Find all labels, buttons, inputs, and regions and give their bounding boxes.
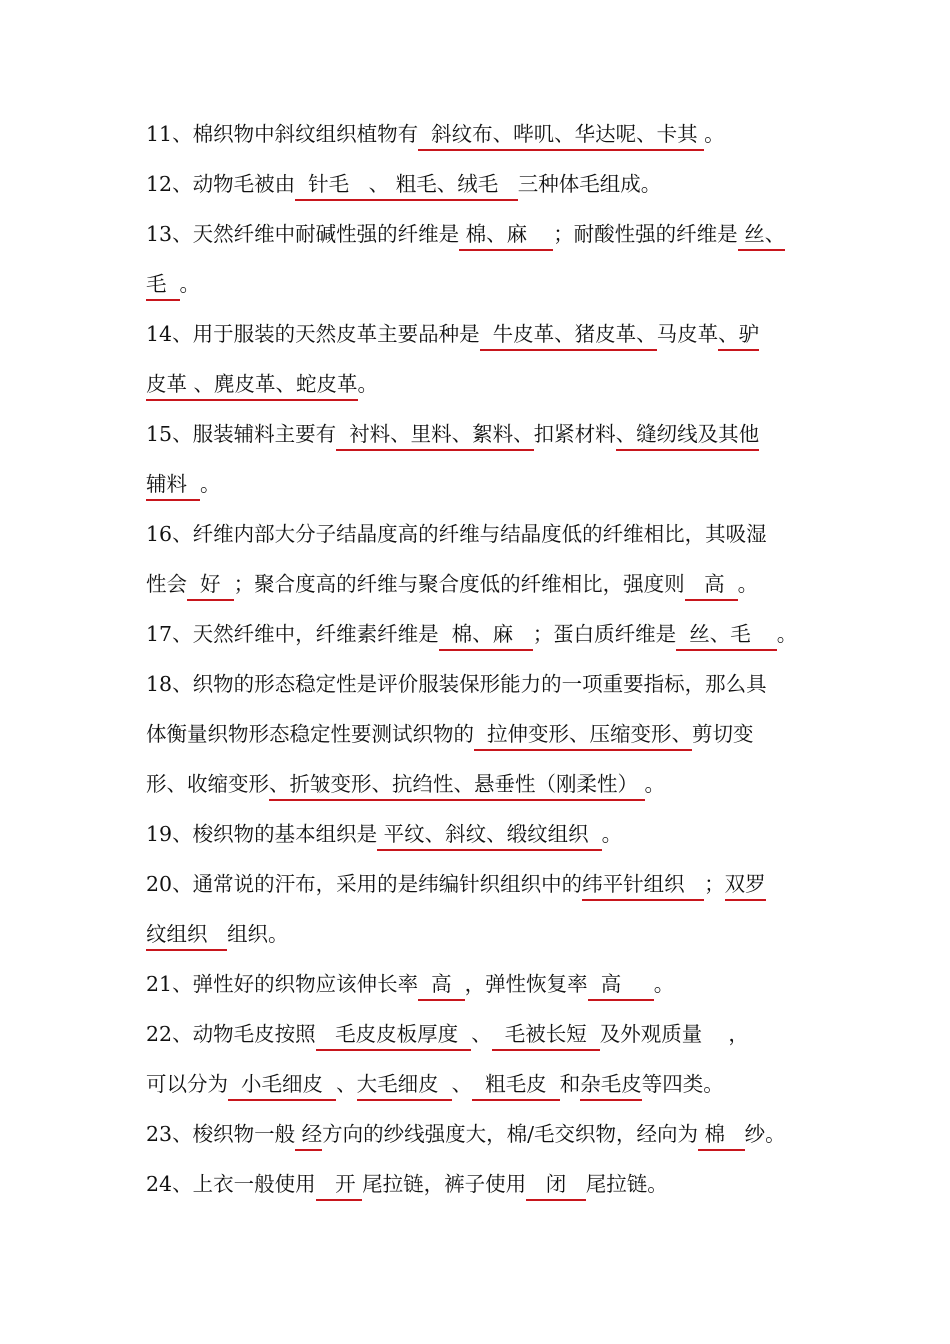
text-line bbox=[146, 1166, 816, 1202]
question-text: 22、动物毛皮按照 bbox=[146, 1022, 316, 1046]
answer-blank: 双罗 bbox=[725, 869, 766, 901]
question-text: 15、服装辅料主要有 bbox=[146, 422, 337, 446]
question-text: 。 bbox=[601, 822, 623, 846]
question-text: ；蛋白质纤维是 bbox=[532, 622, 677, 646]
question-text: 、 bbox=[471, 1022, 492, 1046]
answer-blank: 皮革 、麂皮革、蛇皮革 bbox=[146, 369, 358, 401]
text-line bbox=[146, 566, 816, 602]
question-text: ； bbox=[704, 872, 725, 896]
text-line bbox=[146, 116, 816, 152]
question-text: 20、通常说的汗布，采用的是纬编针织组织中的 bbox=[146, 872, 583, 896]
question-text: 。 bbox=[179, 272, 201, 296]
text-line bbox=[146, 616, 816, 652]
answer-blank: 棉 bbox=[698, 1119, 745, 1151]
question-text: 体衡量织物形态稳定性要测试织物的 bbox=[146, 722, 474, 746]
question-text: 三种体毛组成。 bbox=[517, 172, 662, 196]
answer-blank: 棉、麻 bbox=[439, 619, 533, 651]
answer-blank: 经 bbox=[295, 1119, 322, 1151]
answer-blank: 牛皮革、猪皮革、 bbox=[480, 319, 657, 351]
question-text: 。 bbox=[200, 472, 221, 496]
question-text: 尾拉链。 bbox=[585, 1172, 668, 1196]
answer-blank: 纬平针组织 bbox=[582, 869, 704, 901]
text-line bbox=[146, 416, 816, 452]
question-text: 。 bbox=[776, 622, 798, 646]
answer-blank: 、折皱变形、抗绉性、悬垂性（刚柔性） bbox=[269, 769, 645, 801]
answer-blank: 毛被长短 bbox=[492, 1019, 600, 1051]
answer-blank: 斜纹布、哔叽、华达呢、卡其 bbox=[418, 119, 704, 151]
answer-blank: 小毛细皮 bbox=[228, 1069, 336, 1101]
answer-blank: 开 bbox=[316, 1169, 363, 1201]
text-line bbox=[146, 266, 816, 302]
question-text: 扣紧材料 bbox=[533, 422, 616, 446]
text-line bbox=[146, 216, 816, 252]
question-text: 。 bbox=[357, 372, 379, 396]
answer-blank: 拉伸变形、压缩变形、 bbox=[474, 719, 692, 751]
text-line bbox=[146, 666, 816, 702]
question-text: 13、天然纤维中耐碱性强的纤维是 bbox=[146, 222, 460, 246]
question-text: 。 bbox=[704, 122, 725, 146]
text-line bbox=[146, 166, 816, 202]
answer-blank: 毛 bbox=[146, 269, 180, 301]
answer-blank: 闭 bbox=[526, 1169, 586, 1201]
answer-blank: 高 bbox=[588, 969, 654, 1001]
text-line bbox=[146, 1016, 816, 1052]
question-text: 14、用于服装的天然皮革主要品种是 bbox=[146, 322, 480, 346]
question-text: 、 bbox=[451, 1072, 473, 1096]
question-text: 剪切变 bbox=[692, 722, 754, 746]
text-line bbox=[146, 866, 816, 902]
question-text: 12、动物毛被由 bbox=[146, 172, 296, 196]
answer-blank: 辅料 bbox=[146, 469, 200, 501]
question-text: 24、上衣一般使用 bbox=[146, 1172, 316, 1196]
answer-blank: 纹组织 bbox=[146, 919, 227, 951]
question-text: 16、纤维内部大分子结晶度高的纤维与结晶度低的纤维相比，其吸湿 bbox=[146, 522, 767, 546]
text-line bbox=[146, 516, 816, 552]
answer-blank: 平纹、斜纹、缎纹组织 bbox=[377, 819, 602, 851]
question-text: 组织。 bbox=[227, 922, 289, 946]
question-text: 。 bbox=[653, 972, 675, 996]
text-line bbox=[146, 816, 816, 852]
answer-blank: 丝、 bbox=[738, 219, 786, 251]
question-text: 形、收缩变形 bbox=[146, 772, 269, 796]
answer-blank: 、驴 bbox=[718, 319, 759, 351]
answer-blank: 、缝纫线及其他 bbox=[616, 419, 760, 451]
question-text: 11、棉织物中斜纹组织植物有 bbox=[146, 122, 419, 146]
answer-blank: 大毛细皮 bbox=[357, 1069, 452, 1101]
question-text: 性会 bbox=[146, 572, 187, 596]
text-line bbox=[146, 466, 816, 502]
question-text: ；聚合度高的纤维与聚合度低的纤维相比，强度则 bbox=[233, 572, 685, 596]
question-text: ，弹性恢复率 bbox=[464, 972, 588, 996]
text-line bbox=[146, 316, 816, 352]
text-line bbox=[146, 916, 816, 952]
text-line bbox=[146, 1116, 816, 1152]
question-text: ；耐酸性强的纤维是 bbox=[553, 222, 738, 246]
question-text: 等四类。 bbox=[641, 1072, 724, 1096]
question-text: 可以分为 bbox=[146, 1072, 228, 1096]
question-text: 马皮革 bbox=[656, 322, 719, 346]
answer-blank: 杂毛皮 bbox=[580, 1069, 642, 1101]
answer-blank: 毛皮皮板厚度 bbox=[316, 1019, 472, 1051]
answer-blank: 好 bbox=[187, 569, 234, 601]
text-line bbox=[146, 716, 816, 752]
text-line bbox=[146, 966, 816, 1002]
question-text: 23、梭织物一般 bbox=[146, 1122, 296, 1146]
question-text: 方向的纱线强度大，棉/毛交织物，经向为 bbox=[322, 1122, 699, 1146]
answer-blank: 衬料、里料、絮料、 bbox=[336, 419, 534, 451]
question-text: 17、天然纤维中，纤维素纤维是 bbox=[146, 622, 439, 646]
answer-blank: 丝、毛 bbox=[676, 619, 777, 651]
question-text: 纱。 bbox=[744, 1122, 786, 1146]
question-text: 。 bbox=[737, 572, 759, 596]
question-text: 。 bbox=[644, 772, 666, 796]
text-line bbox=[146, 1066, 816, 1102]
question-text: 尾拉链，裤子使用 bbox=[362, 1172, 527, 1196]
answer-blank: 针毛 、 粗毛、绒毛 bbox=[295, 169, 518, 201]
text-line bbox=[146, 366, 816, 402]
answer-blank: 高 bbox=[418, 969, 465, 1001]
question-text: 18、织物的形态稳定性是评价服装保形能力的一项重要指标，那么具 bbox=[146, 672, 767, 696]
answer-blank: 高 bbox=[685, 569, 738, 601]
answer-blank: 棉、麻 bbox=[459, 219, 553, 251]
question-text: 和 bbox=[559, 1072, 581, 1096]
question-text: 、 bbox=[336, 1072, 357, 1096]
question-text: 19、梭织物的基本组织是 bbox=[146, 822, 378, 846]
text-line bbox=[146, 766, 816, 802]
question-text: 及外观质量 ， bbox=[599, 1022, 749, 1046]
answer-blank: 粗毛皮 bbox=[472, 1069, 560, 1101]
question-text: 21、弹性好的织物应该伸长率 bbox=[146, 972, 419, 996]
